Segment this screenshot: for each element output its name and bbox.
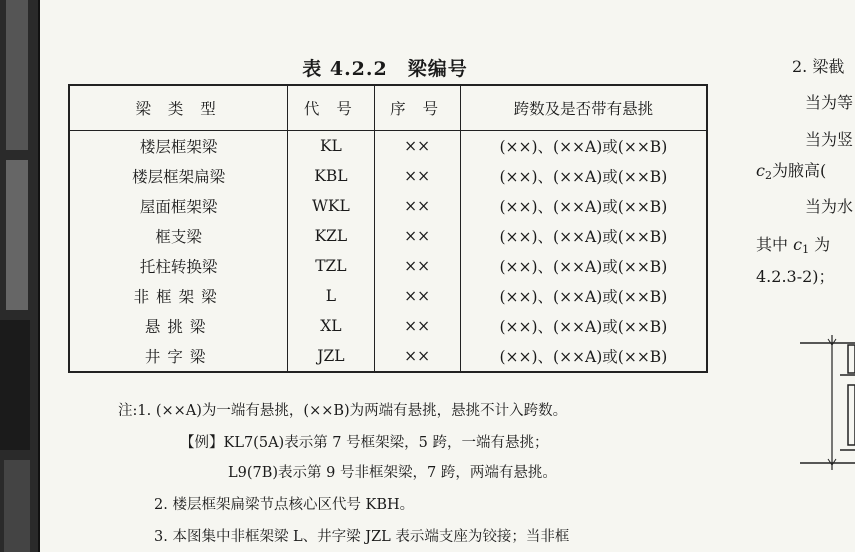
cell-code: KBL bbox=[288, 161, 374, 191]
spine-band bbox=[0, 320, 30, 450]
table-row bbox=[69, 341, 707, 372]
cell-span: (××)、(××A)或(××B) bbox=[460, 281, 707, 311]
cell-beam-type: 屋面框架梁 bbox=[139, 198, 218, 216]
cell-span: (××)、(××A)或(××B) bbox=[460, 191, 707, 221]
table-row bbox=[69, 191, 707, 221]
right-text-line: 当为水 bbox=[805, 197, 854, 216]
header-serial: 序 号 bbox=[374, 85, 460, 131]
cell-code: KL bbox=[288, 131, 374, 162]
right-text-line: 4.2.3-2)； bbox=[756, 267, 835, 286]
table-row bbox=[69, 281, 707, 311]
note-2: 2. 楼层框架扁梁节点核心区代号 KBH。 bbox=[154, 497, 415, 513]
cell-beam-type: 框支梁 bbox=[155, 228, 202, 246]
table-row bbox=[69, 161, 707, 191]
header-span-cantilever: 跨数及是否带有悬挑 bbox=[460, 85, 707, 131]
spine-band bbox=[6, 160, 28, 310]
cell-span: (××)、(××A)或(××B) bbox=[460, 161, 707, 191]
cell-serial: ×× bbox=[374, 191, 460, 221]
cell-code: KZL bbox=[288, 221, 374, 251]
cell-serial: ×× bbox=[374, 131, 460, 162]
right-text-line: 2. 梁截 bbox=[792, 57, 845, 76]
note-example-1: 【例】KL7(5A)表示第 7 号框架梁，5 跨，一端有悬挑； bbox=[180, 435, 549, 451]
cell-span: (××)、(××A)或(××B) bbox=[460, 341, 707, 372]
cell-beam-type: 楼层框架扁梁 bbox=[132, 168, 226, 186]
cell-serial: ×× bbox=[374, 161, 460, 191]
table-row bbox=[69, 131, 707, 162]
table-row bbox=[69, 251, 707, 281]
right-text-line: 当为等 bbox=[805, 93, 854, 112]
book-spine-edge bbox=[0, 0, 40, 552]
cell-code: JZL bbox=[288, 341, 374, 372]
cell-span: (××)、(××A)或(××B) bbox=[460, 311, 707, 341]
spine-band bbox=[6, 0, 28, 150]
cell-serial: ×× bbox=[374, 251, 460, 281]
beam-numbering-table bbox=[68, 84, 708, 373]
cell-span: (××)、(××A)或(××B) bbox=[460, 221, 707, 251]
beam-section-drawing bbox=[790, 335, 855, 470]
cell-code: WKL bbox=[288, 191, 374, 221]
right-text-line: 其中 $c_1$ 为 bbox=[756, 235, 831, 256]
table-row bbox=[69, 311, 707, 341]
table-header-row bbox=[69, 85, 707, 131]
cell-serial: ×× bbox=[374, 311, 460, 341]
cell-serial: ×× bbox=[374, 281, 460, 311]
note-example-2: L9(7B)表示第 9 号非框架梁，7 跨，两端有悬挑。 bbox=[228, 465, 557, 481]
cell-span: (××)、(××A)或(××B) bbox=[460, 131, 707, 162]
cell-code: L bbox=[288, 281, 374, 311]
note-3: 3. 本图集中非框架梁 L、井字梁 JZL 表示端支座为铰接；当非框 bbox=[154, 529, 570, 545]
cell-beam-type: 井字梁 bbox=[144, 348, 213, 366]
cell-serial: ×× bbox=[374, 221, 460, 251]
cell-code: TZL bbox=[288, 251, 374, 281]
cell-beam-type: 非框架梁 bbox=[133, 288, 224, 306]
right-text-line: 当为竖 bbox=[805, 130, 854, 149]
cell-span: (××)、(××A)或(××B) bbox=[460, 251, 707, 281]
cell-beam-type: 楼层框架梁 bbox=[139, 138, 218, 156]
spine-band bbox=[4, 460, 30, 552]
note-1: 注:1. (××A)为一端有悬挑，(××B)为两端有悬挑，悬挑不计入跨数。 bbox=[118, 403, 568, 419]
cell-beam-type: 托柱转换梁 bbox=[139, 258, 218, 276]
right-text-line: $c_2$为腋高( bbox=[756, 161, 827, 182]
table-title: 表 4.2.2 梁编号 bbox=[302, 58, 468, 80]
table-row bbox=[69, 221, 707, 251]
cell-beam-type: 悬挑梁 bbox=[144, 318, 213, 336]
cell-serial: ×× bbox=[374, 341, 460, 372]
header-beam-type: 梁 类 型 bbox=[69, 85, 288, 131]
cell-code: XL bbox=[288, 311, 374, 341]
header-code: 代 号 bbox=[288, 85, 374, 131]
